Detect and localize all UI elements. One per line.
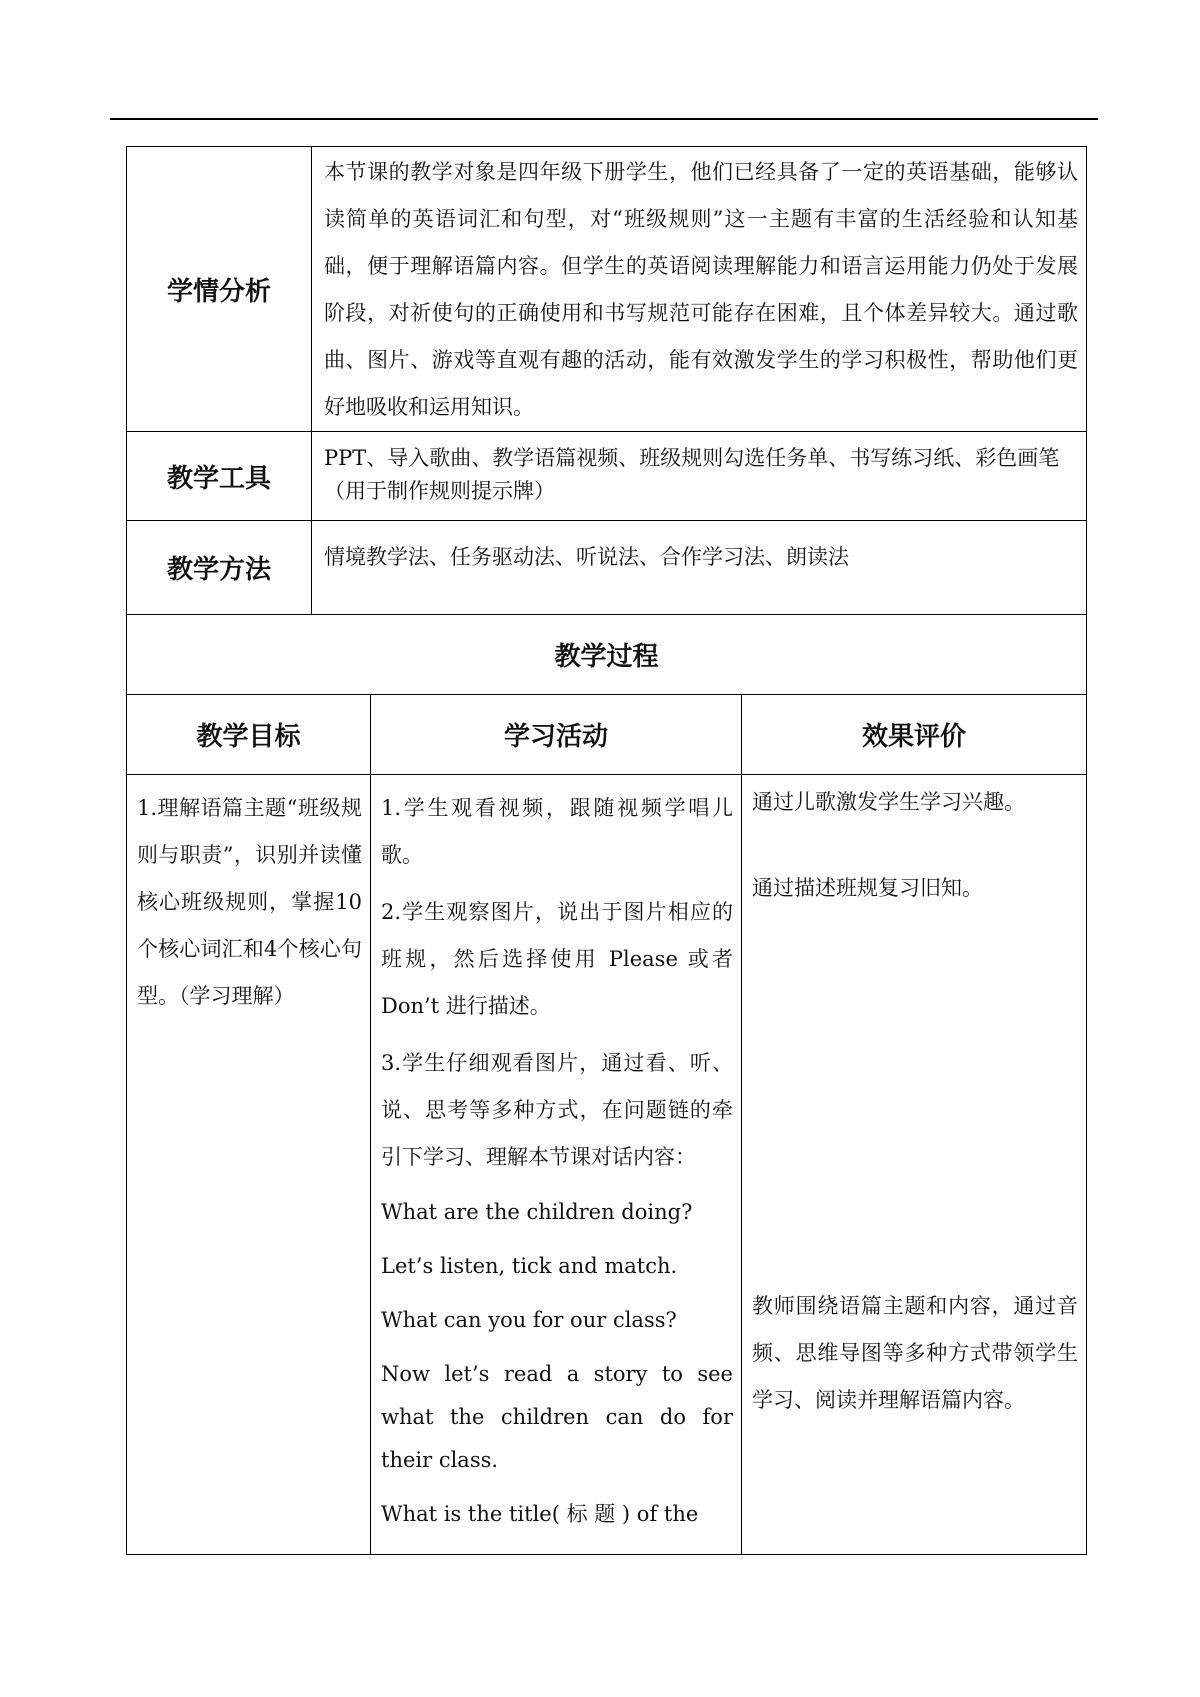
activity-item: 3.学生仔细观看图片，通过看、听、说、思考等多种方式，在问题链的牵引下学习、理解本节课对话内容： xyxy=(381,1051,733,1169)
analysis-label: 学情分析 xyxy=(127,147,312,432)
tools-text: PPT、导入歌曲、教学语篇视频、班级规则勾选任务单、书写练习纸、彩色画笔（用于制作规则提示牌） xyxy=(312,432,1087,521)
evaluation-item: 通过儿歌激发学生学习兴趣。 xyxy=(752,790,1025,814)
lesson-plan-table xyxy=(126,146,1087,1555)
question-item: What can you for our class? xyxy=(381,1308,677,1332)
question-item: What is the title( 标 题 ) of the xyxy=(381,1502,699,1526)
evaluations-cell xyxy=(742,775,1087,1555)
activity-header: 学习活动 xyxy=(371,695,742,775)
evaluation-item: 通过描述班规复习旧知。 xyxy=(752,876,983,900)
activity-item: 1.学生观看视频，跟随视频学唱儿歌。 xyxy=(381,796,733,867)
process-content-row xyxy=(127,775,1087,1555)
evaluation-item: 教师围绕语篇主题和内容，通过音频、思维导图等多种方式带领学生学习、阅读并理解语篇内容。 xyxy=(752,1294,1078,1412)
tools-row xyxy=(127,432,1087,521)
activities-cell xyxy=(371,775,742,1555)
analysis-row xyxy=(127,147,1087,432)
methods-row xyxy=(127,521,1087,615)
header-rule xyxy=(110,118,1098,120)
activity-item: 2.学生观察图片，说出于图片相应的班规，然后选择使用 Please 或者 Don’t 进行描述。 xyxy=(381,900,733,1018)
process-header-row xyxy=(127,695,1087,775)
process-title-row xyxy=(127,615,1087,695)
process-title: 教学过程 xyxy=(127,615,1087,695)
question-item: What are the children doing? xyxy=(381,1200,693,1224)
tools-label: 教学工具 xyxy=(127,432,312,521)
goal-text: 1.理解语篇主题“班级规则与职责”，识别并读懂核心班级规则，掌握10个核心词汇和4个核心句型。（学习理解） xyxy=(127,775,371,1555)
analysis-text: 本节课的教学对象是四年级下册学生，他们已经具备了一定的英语基础，能够认读简单的英语词汇和句型，对“班级规则”这一主题有丰富的生活经验和认知基础，便于理解语篇内容。但学生的英语阅读理解能力和语言运用能力仍处于发展阶段，对祈使句的正确使用和书写规范可能存在困难，且个体差异较大。通过歌曲、图片、游戏等直观有趣的活动，能有效激发学生的学习积极性，帮助他们更好地吸收和运用知识。 xyxy=(312,147,1087,432)
question-item: Let’s listen, tick and match. xyxy=(381,1254,678,1278)
goal-header: 教学目标 xyxy=(127,695,371,775)
evaluation-header: 效果评价 xyxy=(742,695,1087,775)
methods-text: 情境教学法、任务驱动法、听说法、合作学习法、朗读法 xyxy=(312,521,1087,615)
question-item: Now let’s read a story to see what the children can do for their class. xyxy=(381,1362,733,1472)
methods-label: 教学方法 xyxy=(127,521,312,615)
